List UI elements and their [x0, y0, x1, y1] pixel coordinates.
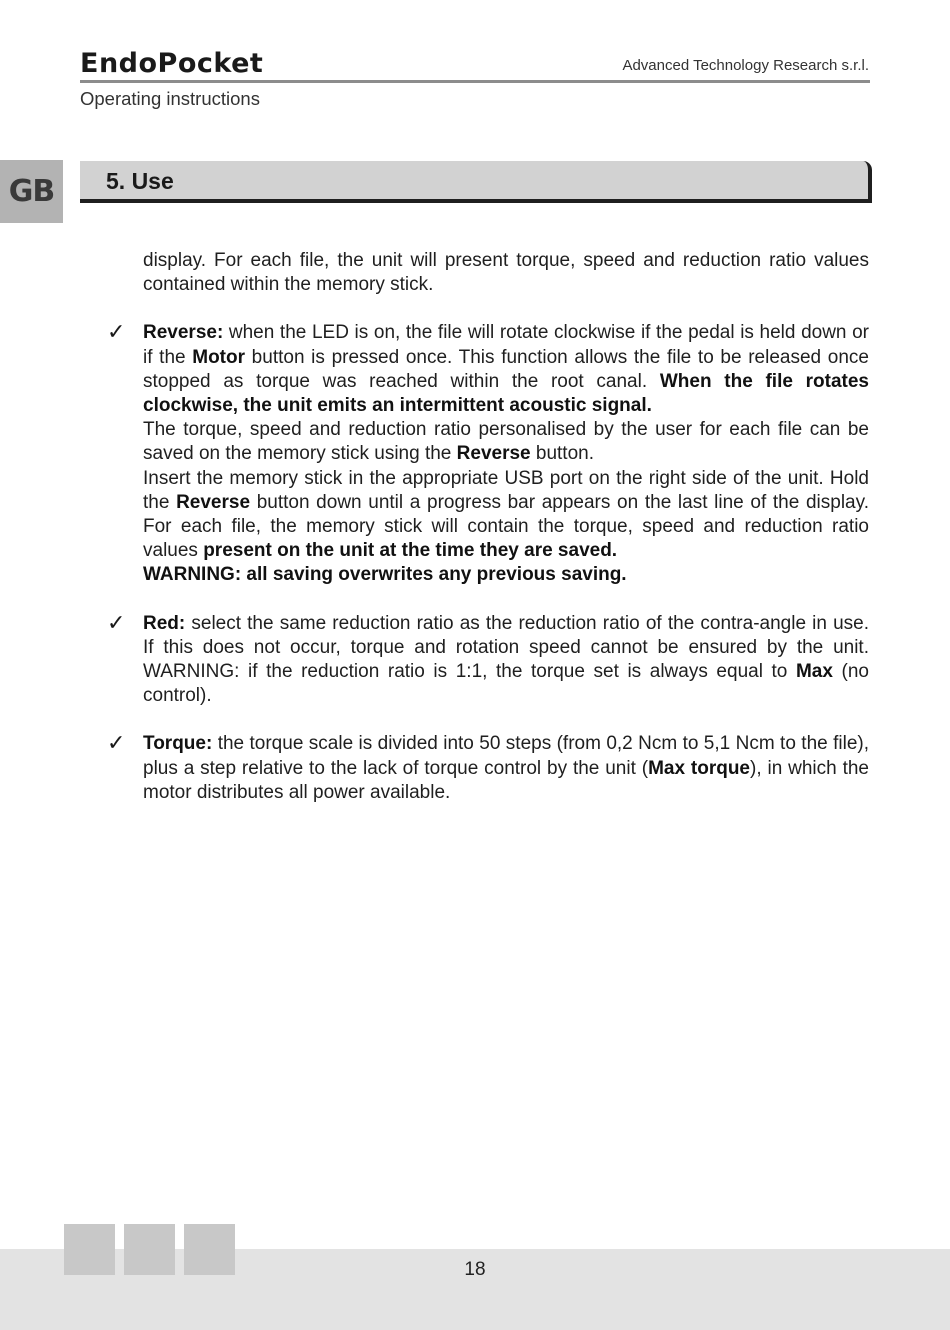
reverse-usb-paragraph: Insert the memory stick in the appropriate USB port on the right side of the unit. Hold the Reverse button down until a progress bar appears on the last line of the display. For each file, the memory stick will contain the torque, speed and reduction ratio values present on the unit at the time they are saved.	[143, 467, 869, 562]
intro-paragraph: display. For each file, the unit will present torque, speed and reduction ratio values contained within the memory stick.	[143, 250, 869, 296]
torque-paragraph: Torque: the torque scale is divided into 50 steps (from 0,2 Ncm to 5,1 Ncm to the file), plus a step relative to the lack of torque control by the unit (Max torque), in which the motor distributes all power available.	[143, 733, 869, 803]
red-paragraph: Red: select the same reduction ratio as the reduction ratio of the contra-angle in use. If this does not occur, torque and rotation speed cannot be ensured by the unit. WARNING: if the reduction ratio is 1:1, the torque set is always equal to Max (no control).	[143, 612, 869, 707]
page-content	[107, 249, 869, 805]
checkmark-icon: ✓	[107, 610, 126, 636]
list-item-torque	[107, 731, 869, 805]
reverse-term: Reverse:	[143, 322, 224, 344]
page-number: 18	[464, 1259, 486, 1280]
reverse-paragraph: Reverse: when the LED is on, the file will rotate clockwise if the pedal is held down or if the Motor button is pressed once. This function allows the file to be released once stopped as torque was reached within the root canal. When the file rotates clockwise, the unit emits an intermittent acoustic signal.	[143, 322, 869, 417]
list-item-red	[107, 610, 869, 709]
company-name: Advanced Technology Research s.r.l.	[622, 57, 869, 74]
language-tab	[0, 160, 63, 223]
checkmark-icon: ✓	[107, 731, 126, 757]
red-term: Red:	[143, 612, 186, 634]
header-divider	[80, 80, 870, 83]
language-tab-label: GB	[8, 174, 55, 209]
list-item-reverse	[107, 320, 869, 587]
torque-term: Torque:	[143, 733, 213, 755]
reverse-save-paragraph: The torque, speed and reduction ratio personalised by the user for each file can be saved on the memory stick using the Reverse button.	[143, 419, 869, 465]
section-title: 5. Use	[106, 168, 174, 194]
document-subtitle: Operating instructions	[80, 88, 260, 109]
brand-logo: EndoPocket	[80, 48, 264, 79]
section-header	[80, 161, 872, 203]
checkmark-icon: ✓	[107, 320, 126, 346]
reverse-warning: WARNING: all saving overwrites any previous saving.	[143, 564, 627, 586]
